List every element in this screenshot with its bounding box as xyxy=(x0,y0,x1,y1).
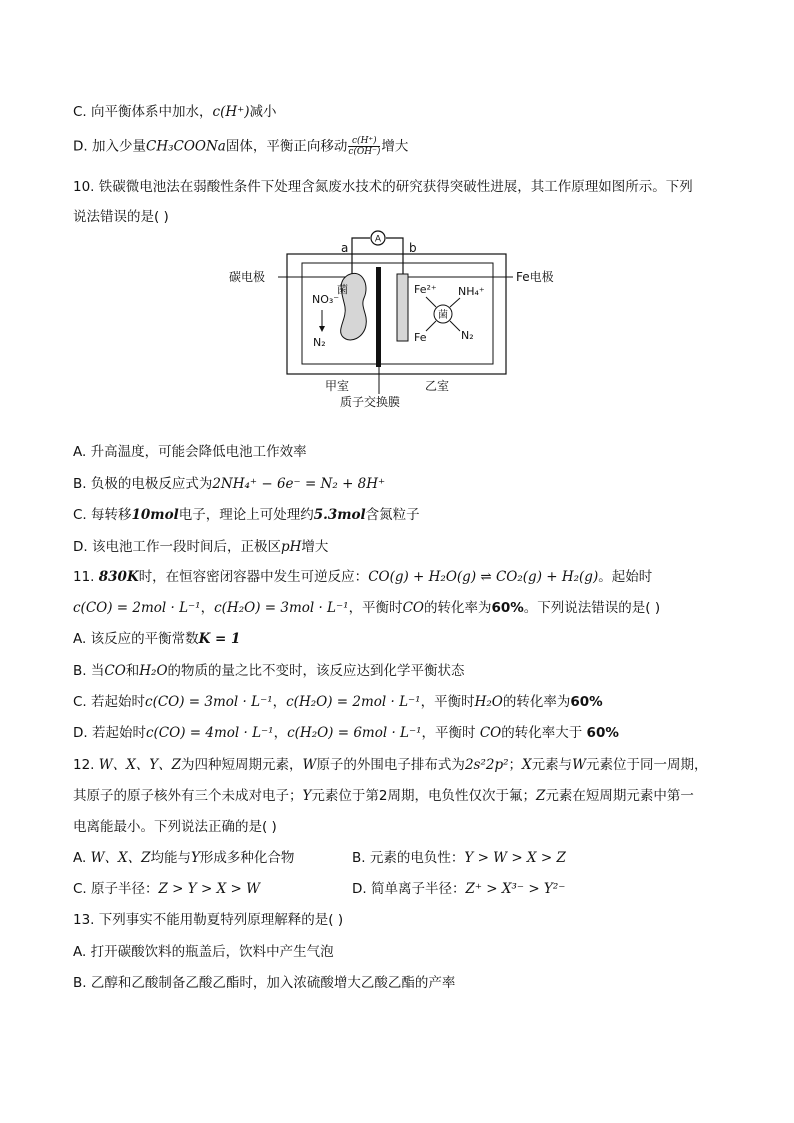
terminal-a-label: a xyxy=(341,241,349,255)
q13-stem: 13. 下列事实不能用勒夏特列原理解释的是( ) xyxy=(73,912,344,928)
q10-option-d: D. 该电池工作一段时间后，正极区pH增大 xyxy=(73,539,329,555)
chamber-a-label: 甲室 xyxy=(325,379,350,393)
q11-option-d: D. 若起始时c(CO) = 4mol · L⁻¹，c(H₂O) = 6mol · L⁻¹，平衡时 CO的转化率大于 60% xyxy=(73,725,619,741)
q12-stem-line1: 12. W、X、Y、Z为四种短周期元素，W原子的外围电子排布式为2s²2p²；X元素与W元素位于同一周期， xyxy=(73,757,708,773)
ammeter-label: A xyxy=(374,234,382,245)
q11-option-b: B. 当CO和H₂O的物质的量之比不变时，该反应达到化学平衡状态 xyxy=(73,663,465,679)
n2-left-label: N₂ xyxy=(313,336,326,349)
terminal-b-label: b xyxy=(409,241,417,255)
fe-label: Fe xyxy=(414,331,427,344)
q12-stem-line3: 电离能最小。下列说法正确的是( ) xyxy=(73,819,277,835)
arrow-fe2 xyxy=(426,297,436,307)
q12-option-c: C. 原子半径：Z > Y > X > W xyxy=(73,881,260,897)
q13-option-a: A. 打开碳酸饮料的瓶盖后，饮料中产生气泡 xyxy=(73,944,334,960)
proton-exchange-membrane xyxy=(376,267,381,367)
electrochemical-cell-diagram xyxy=(0,0,794,420)
wire-b xyxy=(386,238,403,274)
q9-option-c: C. 向平衡体系中加水，c(H⁺)减小 xyxy=(73,104,277,120)
no3-label: NO₃⁻ xyxy=(312,293,340,306)
n2-right-label: N₂ xyxy=(461,329,474,342)
q10-option-a: A. 升高温度，可能会降低电池工作效率 xyxy=(73,444,307,460)
arrow-nh4 xyxy=(450,298,460,307)
q11-stem-line2: c(CO) = 2mol · L⁻¹，c(H₂O) = 3mol · L⁻¹，平衡时CO的转化率为60%。下列说法错误的是( ) xyxy=(73,600,661,616)
membrane-label: 质子交换膜 xyxy=(340,395,401,409)
q12-stem-line2: 其原子的原子核外有三个未成对电子；Y元素位于第2周期，电负性仅次于氟；Z元素在短周期元素中第一 xyxy=(73,788,694,804)
q10-option-c: C. 每转移10mol电子，理论上可处理约5.3mol含氮粒子 xyxy=(73,507,420,523)
q10-option-b: B. 负极的电极反应式为2NH₄⁺ − 6e⁻ = N₂ + 8H⁺ xyxy=(73,476,386,492)
q11-option-a: A. 该反应的平衡常数K = 1 xyxy=(73,631,241,647)
fraction: $\frac{c(H^+)}{c(OH^-)}$ xyxy=(348,136,381,157)
arrow-fe xyxy=(426,321,436,331)
arrow-n2 xyxy=(450,321,460,331)
q11-option-c: C. 若起始时c(CO) = 3mol · L⁻¹，c(H₂O) = 2mol · L⁻¹，平衡时H₂O的转化率为60% xyxy=(73,694,603,710)
fe-electrode xyxy=(397,274,408,341)
fe2-label: Fe²⁺ xyxy=(414,283,437,296)
q13-option-b: B. 乙醇和乙酸制备乙酸乙酯时，加入浓硫酸增大乙酸乙酯的产率 xyxy=(73,975,456,991)
nh4-label: NH₄⁺ xyxy=(458,285,485,298)
q12-option-b: B. 元素的电负性：Y > W > X > Z xyxy=(352,850,566,866)
chamber-b-label: 乙室 xyxy=(425,379,450,393)
bacteria-label-left: 菌 xyxy=(337,283,348,296)
carbon-electrode-label: 碳电极 xyxy=(229,270,266,284)
q9-option-d: D. 加入少量CH₃COONa固体，平衡正向移动 $\frac{c(H^+)}{c(OH^-)}$ 增大 xyxy=(73,136,409,157)
q10-stem-line2: 说法错误的是( ) xyxy=(73,209,169,225)
arrow-head-left xyxy=(319,326,325,332)
q11-stem-line1: 11. 830K时，在恒容密闭容器中发生可逆反应：CO(g) + H₂O(g) ⇌ CO₂(g) + H₂(g)。起始时 xyxy=(73,569,653,585)
q12-option-a: A. W、X、Z均能与Y形成多种化合物 xyxy=(73,850,295,866)
q12-option-d: D. 简单离子半径：Z⁺ > X³⁻ > Y²⁻ xyxy=(352,881,566,897)
q10-stem-line1: 10. 铁碳微电池法在弱酸性条件下处理含氮废水技术的研究获得突破性进展，其工作原理如图所示。下列 xyxy=(73,179,693,195)
fe-electrode-label: Fe电极 xyxy=(516,270,554,284)
bacteria-label-right: 菌 xyxy=(438,310,448,321)
